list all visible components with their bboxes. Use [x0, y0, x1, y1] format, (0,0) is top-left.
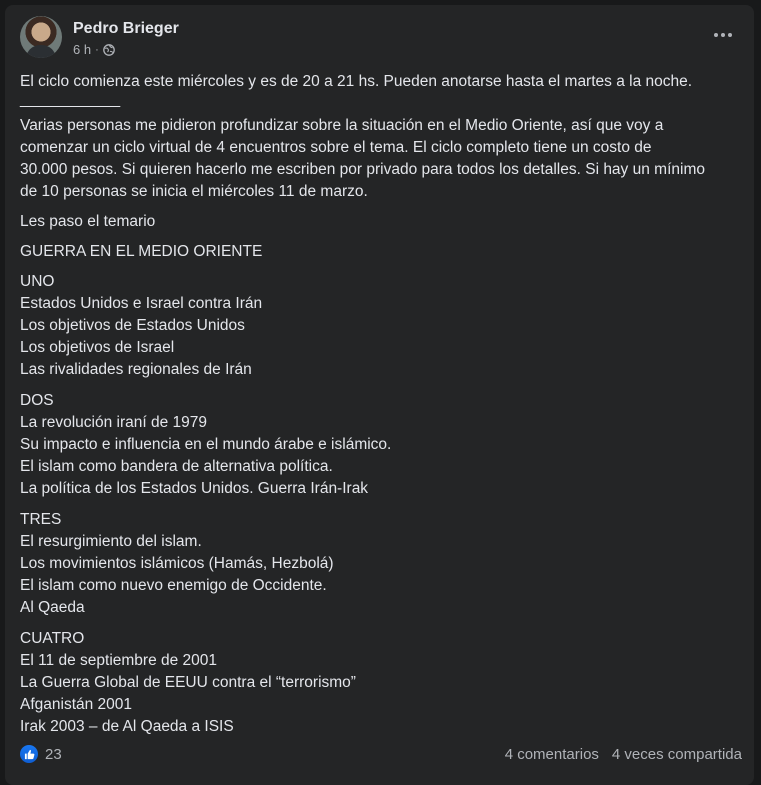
- post-timestamp[interactable]: 6 h: [73, 42, 92, 57]
- post-line: Estados Unidos e Israel contra Irán: [20, 295, 263, 312]
- section-heading: TRES: [20, 511, 62, 528]
- post-line: GUERRA EN EL MEDIO ORIENTE: [20, 243, 263, 260]
- post-line: El ciclo comienza este miércoles y es de 20 a 21 hs. Pueden anotarse hasta el martes a la noche.: [20, 73, 693, 90]
- post-line: El resurgimiento del islam.: [20, 533, 202, 550]
- engagement-counts: [505, 746, 742, 763]
- post-line: La política de los Estados Unidos. Guerra Irán-Irak: [20, 480, 369, 497]
- post-footer: [20, 742, 742, 766]
- post-line: La Guerra Global de EEUU contra el “terrorismo”: [20, 674, 356, 691]
- post-line: Al Qaeda: [20, 599, 85, 616]
- post-line: El 11 de septiembre de 2001: [20, 652, 218, 669]
- reactions-summary[interactable]: [20, 745, 62, 763]
- separator-line: _____________: [20, 91, 120, 108]
- post-line: Las rivalidades regionales de Irán: [20, 361, 252, 378]
- section-heading: UNO: [20, 273, 55, 290]
- shares-count[interactable]: 4 veces compartida: [611, 745, 742, 763]
- post-line: Los objetivos de Israel: [20, 339, 175, 356]
- globe-icon[interactable]: [103, 44, 115, 56]
- more-options-icon[interactable]: [708, 25, 738, 45]
- post-text: [20, 71, 745, 738]
- post-line: Varias personas me pidieron profundizar sobre la situación en el Medio Oriente, así que voy a: [20, 117, 664, 134]
- likes-count[interactable]: 23: [45, 745, 62, 763]
- post-line: Les paso el temario: [20, 213, 156, 230]
- author-name[interactable]: Pedro Brieger: [73, 20, 179, 37]
- post-line: El islam como bandera de alternativa política.: [20, 458, 333, 475]
- post-line: comenzar un ciclo virtual de 4 encuentros sobre el tema. El ciclo completo tiene un costo de: [20, 139, 652, 156]
- post-line: Los objetivos de Estados Unidos: [20, 317, 245, 334]
- section-heading: DOS: [20, 392, 54, 409]
- post-line: de 10 personas se inicia el miércoles 11 de marzo.: [20, 183, 368, 200]
- meta-separator: ·: [95, 43, 99, 56]
- post-line: El islam como nuevo enemigo de Occidente.: [20, 577, 327, 594]
- comments-count[interactable]: 4 comentarios: [504, 745, 599, 763]
- like-icon: [20, 745, 38, 763]
- post-line: 30.000 pesos. Si quieren hacerlo me escriben por privado para todos los detalles. Si hay un mínimo: [20, 161, 705, 178]
- post-line: Los movimientos islámicos (Hamás, Hezbolá): [20, 555, 334, 572]
- author-avatar[interactable]: [20, 16, 62, 58]
- section-heading: CUATRO: [20, 630, 85, 647]
- post-line: Afganistán 2001: [20, 696, 133, 713]
- post-meta: [73, 42, 115, 57]
- post-header: [5, 5, 754, 65]
- post-line: Irak 2003 – de Al Qaeda a ISIS: [20, 718, 234, 735]
- post-line: Su impacto e influencia en el mundo árabe e islámico.: [20, 436, 392, 453]
- post-line: La revolución iraní de 1979: [20, 414, 207, 431]
- post-card: [5, 5, 754, 785]
